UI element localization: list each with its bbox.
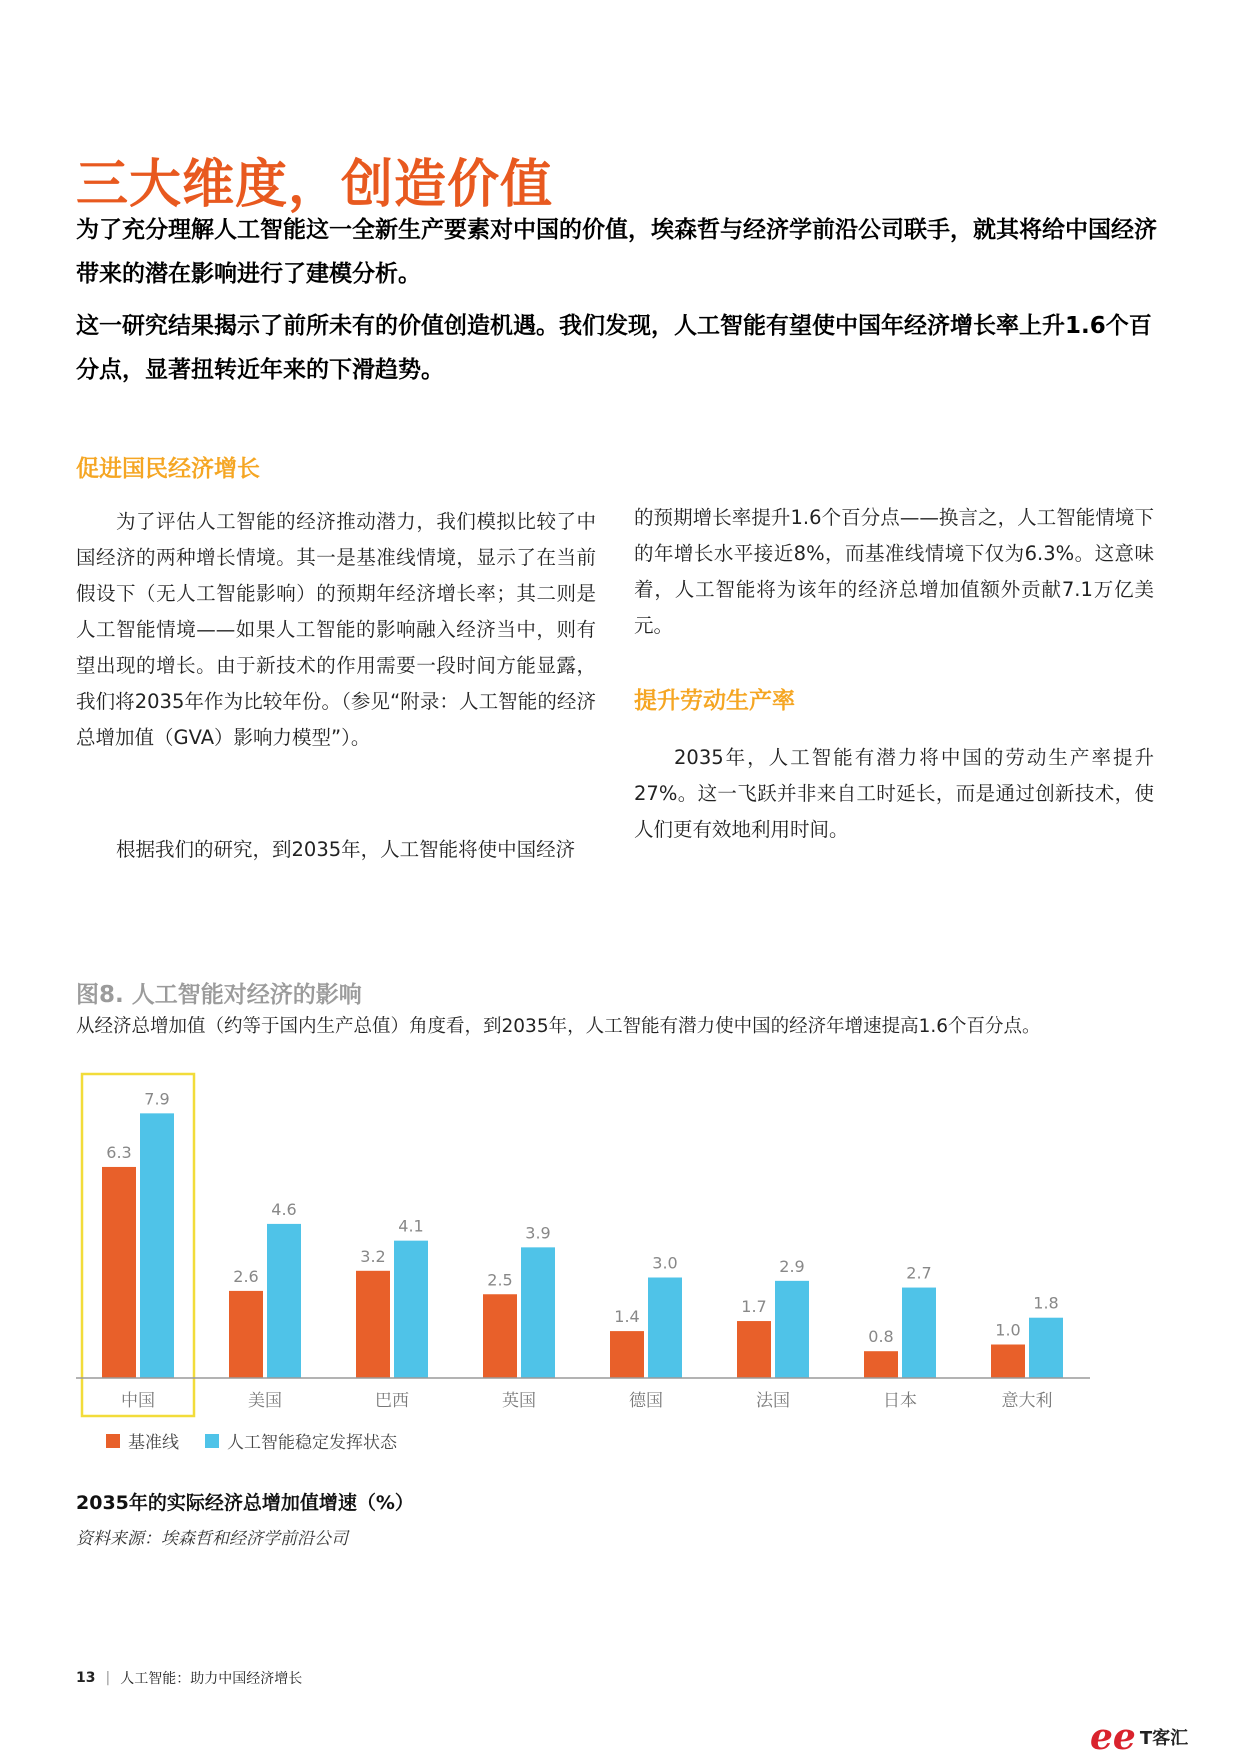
bar-ai bbox=[521, 1247, 555, 1378]
lead-paragraph-2: 这一研究结果揭示了前所未有的价值创造机遇。我们发现，人工智能有望使中国年经济增长率上升1.6个百分点，显著扭转近年来的下滑趋势。 bbox=[76, 313, 1152, 383]
data-label: 4.1 bbox=[398, 1216, 424, 1236]
bar-baseline bbox=[356, 1271, 390, 1378]
chart-caption: 2035年的实际经济总增加值增速（%） bbox=[76, 1492, 414, 1514]
growth-paragraph-continued: 的预期增长率提升1.6个百分点——换言之，人工智能情境下的年增长水平接近8%，而基准线情境下仅为6.3%。这意味着，人工智能将为该年的经济总增加值额外贡献7.1万亿美元。 bbox=[634, 506, 1154, 637]
page-title: 三大维度，创造价值 bbox=[76, 155, 554, 215]
highlight-box bbox=[82, 1074, 194, 1416]
data-label: 3.0 bbox=[652, 1253, 678, 1273]
data-label: 2.5 bbox=[487, 1270, 513, 1290]
footer-separator: | bbox=[105, 1670, 111, 1686]
bar-ai bbox=[394, 1241, 428, 1378]
chart-source: 资料来源：埃森哲和经济学前沿公司 bbox=[76, 1529, 348, 1549]
footer-doc-title: 人工智能：助力中国经济增长 bbox=[120, 1671, 303, 1687]
data-label: 7.9 bbox=[144, 1089, 170, 1109]
data-label: 1.4 bbox=[614, 1307, 640, 1327]
category-label: 巴西 bbox=[375, 1391, 409, 1411]
watermark-text: T客汇 bbox=[1139, 1728, 1189, 1749]
data-label: 1.0 bbox=[995, 1320, 1021, 1340]
bar-baseline bbox=[737, 1321, 771, 1378]
category-label: 美国 bbox=[248, 1391, 282, 1411]
legend-label-ai: 人工智能稳定发挥状态 bbox=[227, 1433, 397, 1453]
chart-legend bbox=[106, 1428, 397, 1453]
data-label: 2.7 bbox=[906, 1263, 932, 1283]
legend-item-baseline bbox=[106, 1428, 179, 1453]
growth-paragraph-2: 根据我们的研究，到2035年，人工智能将使中国经济 bbox=[116, 838, 576, 861]
data-label: 6.3 bbox=[106, 1142, 132, 1162]
lead-paragraph-1: 为了充分理解人工智能这一全新生产要素对中国的价值，埃森哲与经济学前沿公司联手，就其将给中国经济带来的潜在影响进行了建模分析。 bbox=[76, 217, 1157, 287]
bar-ai bbox=[140, 1113, 174, 1378]
data-label: 2.6 bbox=[233, 1266, 259, 1286]
category-label: 日本 bbox=[883, 1391, 917, 1411]
data-label: 2.9 bbox=[779, 1256, 805, 1276]
bar-baseline bbox=[483, 1294, 517, 1378]
legend-swatch-ai bbox=[205, 1434, 219, 1448]
category-label: 德国 bbox=[629, 1391, 663, 1411]
data-label: 1.8 bbox=[1033, 1293, 1059, 1313]
page-footer bbox=[76, 1668, 302, 1688]
section-heading-productivity: 提升劳动生产率 bbox=[634, 688, 795, 714]
bar-chart bbox=[76, 1070, 1106, 1422]
bar-ai bbox=[1029, 1318, 1063, 1378]
category-label: 中国 bbox=[121, 1391, 155, 1411]
data-label: 0.8 bbox=[868, 1327, 894, 1347]
bar-baseline bbox=[991, 1345, 1025, 1379]
bar-ai bbox=[648, 1278, 682, 1379]
watermark-logo-icon: ee bbox=[1090, 1716, 1136, 1758]
productivity-paragraph: 2035年，人工智能有潜力将中国的劳动生产率提升27%。这一飞跃并非来自工时延长，而是通过创新技术，使人们更有效地利用时间。 bbox=[634, 746, 1154, 841]
category-label: 英国 bbox=[502, 1391, 536, 1411]
section-heading-growth: 促进国民经济增长 bbox=[76, 456, 260, 482]
page-number: 13 bbox=[76, 1670, 96, 1686]
data-label: 3.9 bbox=[525, 1223, 551, 1243]
figure-title: 图8. 人工智能对经济的影响 bbox=[76, 982, 362, 1008]
category-label: 意大利 bbox=[1001, 1391, 1053, 1411]
watermark bbox=[1090, 1716, 1188, 1758]
bar-ai bbox=[775, 1281, 809, 1378]
bar-ai bbox=[902, 1288, 936, 1378]
data-label: 4.6 bbox=[271, 1199, 297, 1219]
bar-ai bbox=[267, 1224, 301, 1378]
bar-baseline bbox=[229, 1291, 263, 1378]
legend-label-baseline: 基准线 bbox=[128, 1433, 179, 1453]
bar-baseline bbox=[864, 1351, 898, 1378]
figure-subtitle: 从经济总增加值（约等于国内生产总值）角度看，到2035年，人工智能有潜力使中国的经济年增速提高1.6个百分点。 bbox=[76, 1016, 1041, 1037]
data-label: 1.7 bbox=[741, 1297, 767, 1317]
legend-swatch-baseline bbox=[106, 1434, 120, 1448]
growth-paragraph-1: 为了评估人工智能的经济推动潜力，我们模拟比较了中国经济的两种增长情境。其一是基准线情境，显示了在当前假设下（无人工智能影响）的预期年经济增长率；其二则是人工智能情境——如果人工智能的影响融入经济当中，则有望出现的增长。由于新技术的作用需要一段时间方能显露，我们将2035年作为比较年份。（参见“附录：人工智能的经济总增加值（GVA）影响力模型”）。 bbox=[76, 510, 596, 749]
bar-baseline bbox=[102, 1167, 136, 1378]
bar-baseline bbox=[610, 1331, 644, 1378]
data-label: 3.2 bbox=[360, 1246, 386, 1266]
category-label: 法国 bbox=[756, 1391, 790, 1411]
legend-item-ai bbox=[205, 1428, 397, 1453]
